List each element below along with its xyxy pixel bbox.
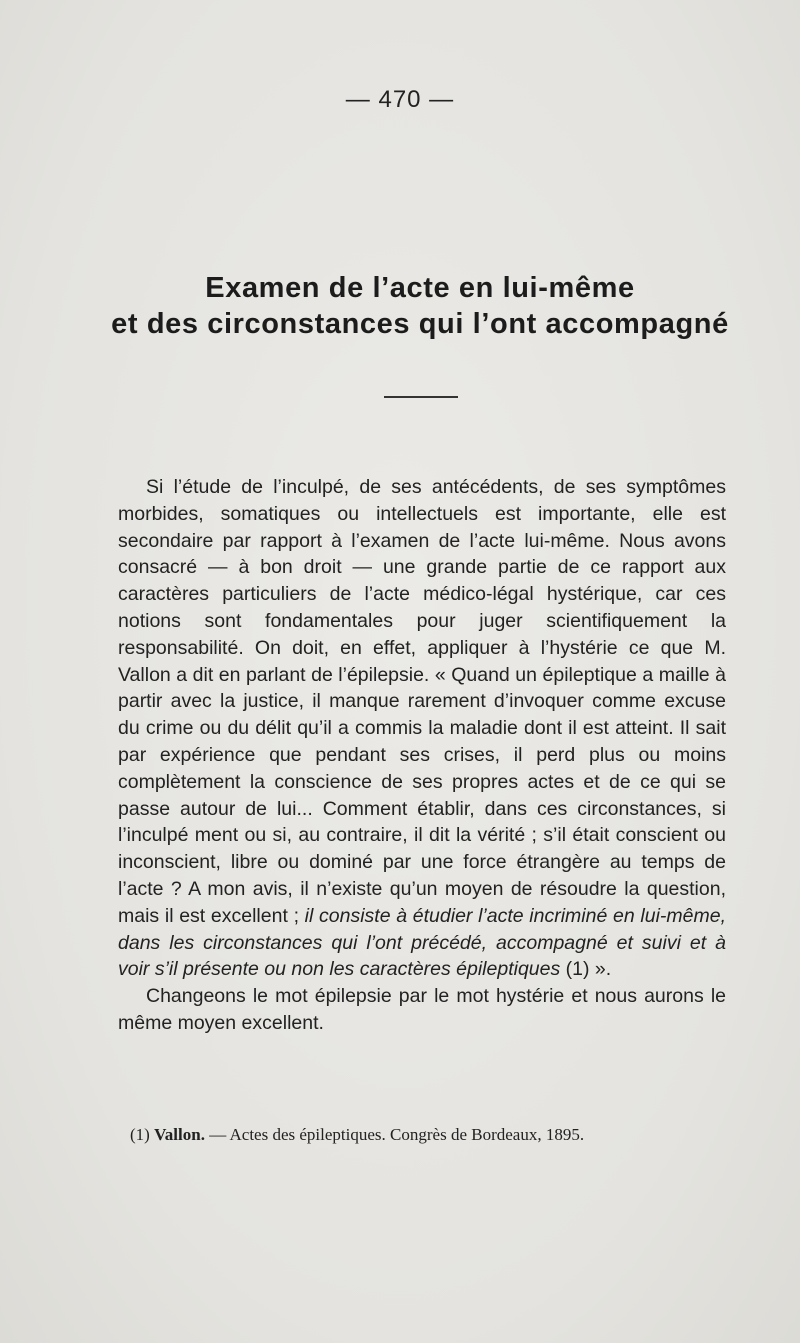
footnote	[130, 1124, 730, 1146]
page-number: — 470 —	[345, 86, 455, 113]
footnote-author: Vallon.	[154, 1125, 205, 1144]
paragraph-1-text: Si l’étude de l’inculpé, de ses antécédents, de ses symptômes morbides, somatiques ou intellectuels est importante, elle est secondaire par rapport à l’examen de l’acte lui-même. Nous avons consacré — à bon droit — une grande partie de ce rapport aux caractères particuliers de l’acte médico-légal hystérique, car ces notions sont fondamentales pour juger scientifiquement la responsabilité. On doit, en effet, appliquer à l’hystérie ce que M. Vallon a dit en parlant de l’épilepsie. « Quand un épileptique a maille à partir avec la justice, il manque rarement d’invoquer comme excuse du crime ou du délit qu’il a commis la maladie dont il est atteint. Il sait par expérience que pendant ses crises, il perd plus ou moins complètement la conscience de ses propres actes et de ce qui se passe autour de lui... Comment établir, dans ces circonstances, si l’inculpé ment ou si, au contraire, il dit la vérité ; s’il était conscient ou inconscient, libre ou dominé par une force étrangère au temps de l’acte ? A mon avis, il n’existe qu’un moyen de résoudre la question, mais il est excellent ;	[118, 476, 726, 927]
paragraph-1-italic-quote: il consiste à étudier l’acte incriminé en lui-même, dans les circonstances qui l’ont précédé, accompagné et suivi et à voir s’il présente ou non les caractères épileptiques	[118, 904, 726, 981]
section-title-line-1: Examen de l’acte en lui-même	[205, 272, 635, 304]
section-title-line-2: et des circonstances qui l’ont accompagné	[111, 308, 729, 340]
title-divider	[384, 396, 458, 398]
footnote-text: — Actes des épileptiques. Congrès de Bordeaux, 1895.	[209, 1125, 585, 1144]
body-text	[118, 474, 726, 1037]
paragraph-1-end: (1) ».	[560, 958, 612, 981]
section-title	[100, 270, 740, 342]
footnote-marker: (1)	[130, 1125, 150, 1144]
paragraph-1	[118, 474, 726, 983]
paragraph-2: Changeons le mot épilepsie par le mot hystérie et nous aurons le même moyen excellent.	[118, 985, 726, 1034]
